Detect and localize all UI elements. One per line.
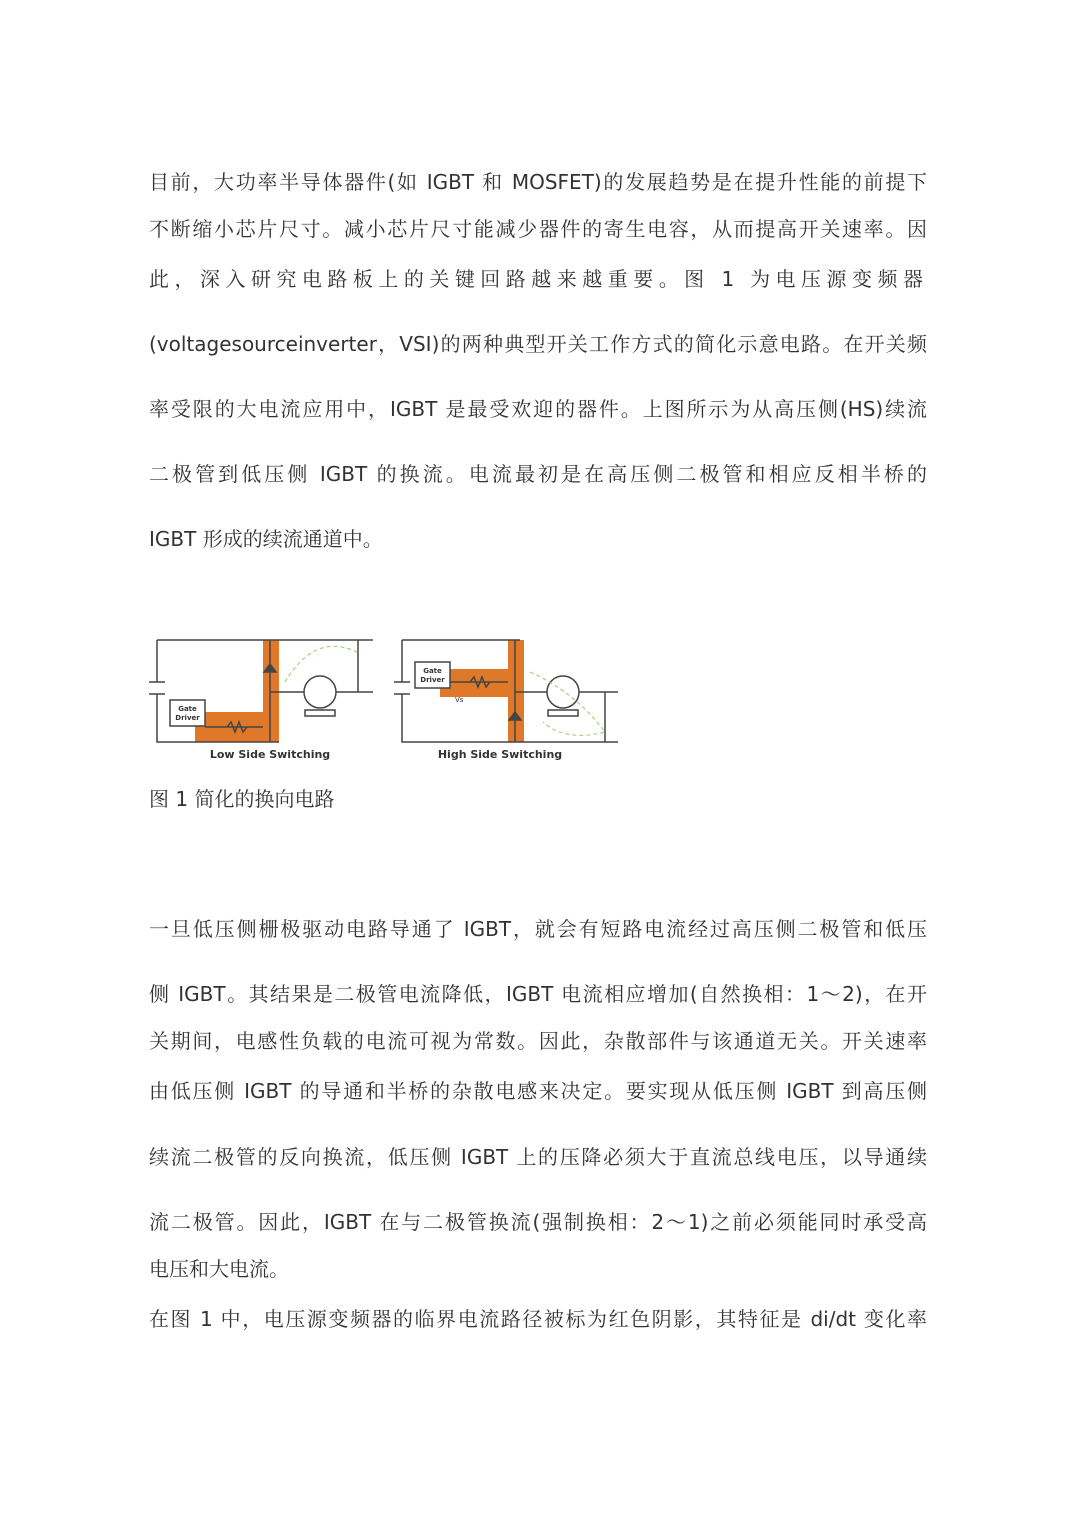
text-line: IGBT 形成的续流通道中。 [149, 527, 383, 551]
vs-label: Vs [455, 696, 464, 704]
gate-driver-box [415, 662, 450, 688]
text-line: 二极管到低压侧 IGBT 的换流。电流最初是在高压侧二极管和相应反相半桥的 [149, 462, 927, 486]
text-line: 不断缩小芯片尺寸。减小芯片尺寸能减少器件的寄生电容，从而提高开关速率。因 [149, 217, 927, 241]
text-line: 此，深入研究电路板上的关键回路越来越重要。图 1 为电压源变频器 [149, 267, 927, 291]
low-side-label: Low Side Switching [209, 748, 331, 761]
text-line: 流二极管。因此，IGBT 在与二极管换流(强制换相：2～1)之前必须能同时承受高 [149, 1210, 927, 1234]
text-line: 一旦低压侧栅极驱动电路导通了 IGBT，就会有短路电流经过高压侧二极管和低压 [149, 917, 927, 941]
text-line: 在图 1 中，电压源变频器的临界电流路径被标为红色阴影，其特征是 di/dt 变化率 [149, 1307, 927, 1331]
high-side-label: High Side Switching [437, 748, 563, 761]
gate-driver-label: Driver [420, 676, 445, 684]
gate-driver-label: Gate [423, 667, 442, 675]
text-line: 电压和大电流。 [149, 1257, 289, 1281]
gate-driver-label: Driver [175, 714, 200, 722]
text-line: 率受限的大电流应用中，IGBT 是最受欢迎的器件。上图所示为从高压侧(HS)续流 [149, 397, 927, 421]
commutation-circuit-figure [145, 632, 625, 768]
text-line: 目前，大功率半导体器件(如 IGBT 和 MOSFET)的发展趋势是在提升性能的前提下 [149, 170, 927, 194]
text-line: 侧 IGBT。其结果是二极管电流降低，IGBT 电流相应增加(自然换相：1～2)，在开 [149, 982, 927, 1006]
text-line: 由低压侧 IGBT 的导通和半桥的杂散电感来决定。要实现从低压侧 IGBT 到高压侧 [149, 1079, 927, 1103]
text-line: (voltagesourceinverter，VSI)的两种典型开关工作方式的简化示意电路。在开关频 [149, 332, 927, 356]
gate-driver-label: Gate [178, 705, 197, 713]
figure-caption: 图 1 简化的换向电路 [149, 787, 335, 811]
text-line: 关期间，电感性负载的电流可视为常数。因此，杂散部件与该通道无关。开关速率 [149, 1029, 927, 1053]
gate-driver-box [170, 700, 205, 726]
text-line: 续流二极管的反向换流，低压侧 IGBT 上的压降必须大于直流总线电压，以导通续 [149, 1145, 927, 1169]
high-side-circuit [394, 640, 618, 742]
